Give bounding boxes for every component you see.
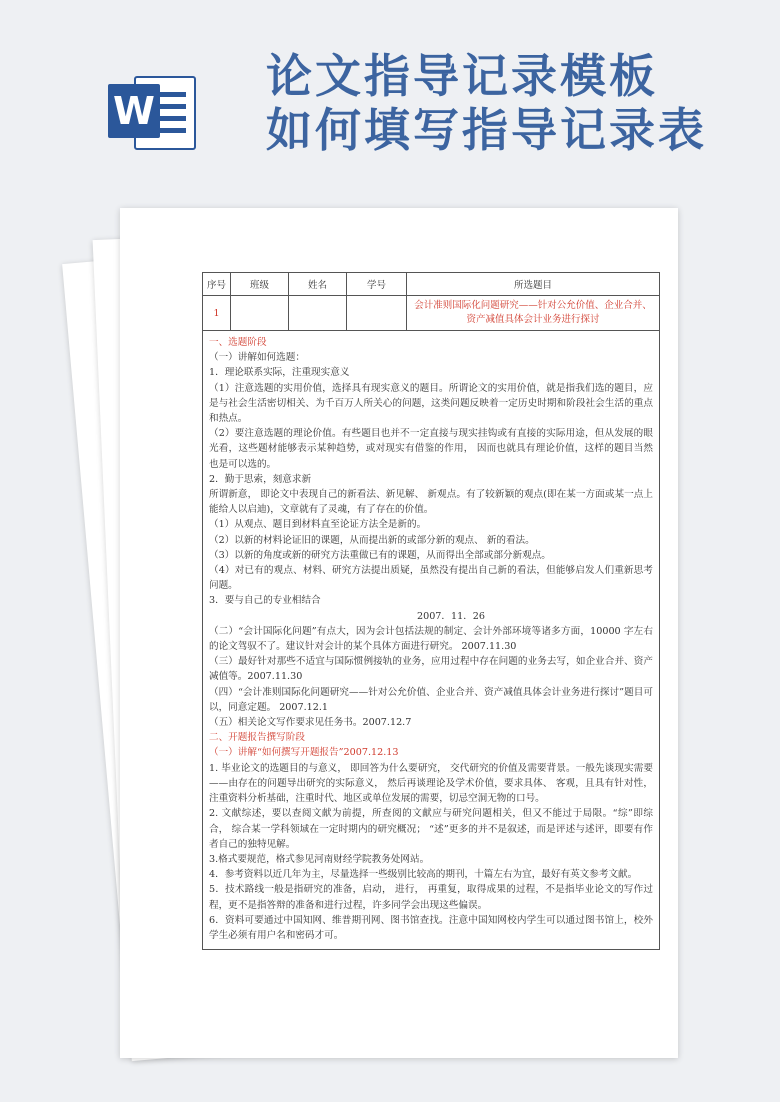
row-index: 1 — [203, 296, 231, 330]
content-line: 4．参考资料以近几年为主，尽量选择一些级别比较高的期刊，十篇左右为宜，最好有英文参考文献。 — [209, 869, 638, 881]
content-line: （3）以新的角度或新的研究方法重做已有的课题，从而得出全部或部分新观点。 — [209, 549, 551, 561]
header-class: 班级 — [231, 273, 289, 295]
word-letter-icon: W — [108, 84, 160, 138]
content-line: 所谓新意， 即论文中表现自己的新看法、新见解、 新观点。有了较新颖的观点(即在某一方面或某一点上能给人以启迪)，文章就有了灵魂，有了存在的价值。 — [209, 489, 653, 516]
row-topic: 会计准则国际化问题研究——针对公允价值、企业合并、资产减值具体会计业务进行探讨 — [414, 300, 652, 325]
content-line: （一）讲解“如何撰写开题报告”2007.12.13 — [209, 747, 399, 759]
guidance-record-table — [202, 272, 660, 950]
header — [0, 0, 780, 200]
content-line: 1. 毕业论文的选题目的与意义， 即回答为什么要研究， 交代研究的价值及需要背景。一般先谈现实需要——由存在的问题导出研究的实际意义， 然后再谈理论及学术价值，要求具体、 客观，且具有针对性，注重资料分析基础，注重时代、地区或单位发展的需要，切忌空洞无物的口号。 — [209, 762, 653, 805]
content-line: （1）从观点、题目到材料直至论证方法全是新的。 — [209, 519, 427, 531]
document-page — [120, 208, 678, 1058]
content-line: 2．勤于思索，刻意求新 — [209, 473, 312, 485]
content-line: 6．资料可要通过中国知网、维普期刊网、图书馆查找。注意中国知网校内学生可以通过图书馆上，校外学生必须有用户名和密码才可。 — [209, 914, 653, 941]
content-line: （一）讲解如何选题： — [209, 352, 305, 364]
content-line: （2）以新的材料论证旧的课题，从而提出新的或部分新的观点、 新的看法。 — [209, 534, 535, 546]
content-line: （三）最好针对那些不适宜与国际惯例接轨的业务，应用过程中存在问题的业务去写，如企业合并、资产减值等。2007.11.30 — [209, 656, 653, 683]
header-student-id: 学号 — [347, 273, 407, 295]
guidance-content — [203, 331, 659, 949]
content-line: （五）相关论文写作要求见任务书。2007.12.7 — [209, 717, 412, 729]
content-line: 2. 文献综述，要以查阅文献为前提，所查阅的文献应与研究问题相关，但又不能过于局限。“综”即综合， 综合某一学科领域在一定时期内的研究概况； “述”更多的并不是叙述，而是评述与述评，即要有作者自己的独特见解。 — [209, 808, 653, 850]
content-line: （4）对已有的观点、材料、研究方法提出质疑，虽然没有提出自己新的看法，但能够启发人们重新思考问题。 — [209, 565, 653, 592]
content-line: （2）要注意选题的理论价值。有些题目也并不一定直接与现实挂钩或有直接的实际用途，但从发展的眼光看，这些题材能够表示某种趋势，或对现实有借鉴的作用， 因而也就具有理论价值，这样的题目当然也是可以选的。 — [209, 428, 653, 470]
content-line: 5．技术路线一般是指研究的准备，启动， 进行， 再重复，取得成果的过程，不是指毕业论文的写作过程，更不是指答辩的准备和进行过程，许多同学会出现这些偏误。 — [209, 884, 653, 911]
row-student-id — [347, 296, 407, 330]
word-document-icon — [108, 70, 194, 152]
row-class — [231, 296, 289, 330]
content-line: （二）“会计国际化问题”有点大，因为会计包括法规的制定、会计外部环境等诸多方面，10000 字左右的论文驾驭不了。建议针对会计的某个具体方面进行研究。 2007.11.30 — [209, 625, 653, 653]
page-title-line2: 如何填写指导记录表 — [266, 103, 707, 157]
header-index: 序号 — [203, 273, 231, 295]
content-line: 一、选题阶段 — [209, 337, 267, 348]
content-line: 1．理论联系实际，注重现实意义 — [209, 367, 350, 379]
page-title-line1: 论文指导记录模板 — [266, 49, 658, 103]
header-topic: 所选题目 — [513, 280, 552, 291]
row-name — [289, 296, 347, 330]
table-header-row — [203, 273, 659, 296]
content-line: （四）“会计准则国际化问题研究——针对公允价值、企业合并、资产减值具体会计业务进行探讨”题目可以，同意定题。 2007.12.1 — [209, 686, 653, 713]
content-line: 二、开题报告撰写阶段 — [209, 732, 305, 744]
table-row — [203, 296, 659, 331]
content-line: 3.格式要规范，格式参见河南财经学院教务处网站。 — [209, 853, 430, 865]
header-name: 姓名 — [289, 273, 347, 295]
content-line: 2007．11．26 — [416, 610, 486, 622]
content-line: 3．要与自己的专业相结合 — [209, 595, 321, 607]
content-line: （1）注意选题的实用价值，选择具有现实意义的题目。所谓论文的实用价值，就是指我们选的题目，应是与社会生活密切相关、为千百万人所关心的问题，这类问题反映着一定历史时期和阶段社会生活的重点和热点。 — [209, 382, 653, 425]
